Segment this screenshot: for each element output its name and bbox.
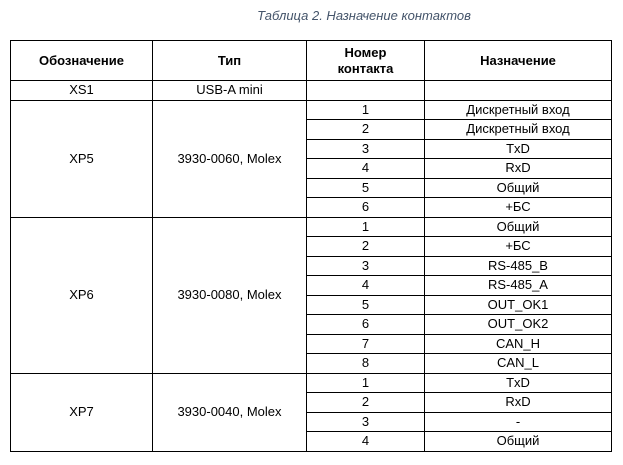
type-cell: 3930-0080, Molex <box>153 217 307 373</box>
header-contact-number-line2: контакта <box>337 60 394 76</box>
purpose-cell: - <box>425 412 612 432</box>
table-caption: Таблица 2. Назначение контактов <box>257 8 471 23</box>
contacts-table <box>10 40 612 452</box>
designation-cell: XP7 <box>11 373 153 451</box>
contact-number-cell: 8 <box>307 354 425 374</box>
contact-number-cell: 7 <box>307 334 425 354</box>
contact-number-cell: 2 <box>307 237 425 257</box>
header-designation: Обозначение <box>11 41 153 81</box>
contact-number-cell: 1 <box>307 373 425 393</box>
header-contact-number <box>307 41 425 81</box>
type-cell: 3930-0040, Molex <box>153 373 307 451</box>
type-cell: 3930-0060, Molex <box>153 100 307 217</box>
contact-number-cell: 4 <box>307 432 425 452</box>
contact-number-cell: 6 <box>307 315 425 335</box>
purpose-cell: Дискретный вход <box>425 120 612 140</box>
contact-number-cell: 3 <box>307 256 425 276</box>
purpose-cell: OUT_OK2 <box>425 315 612 335</box>
table-row <box>11 217 612 237</box>
designation-cell: XP5 <box>11 100 153 217</box>
contact-number-cell: 4 <box>307 276 425 296</box>
purpose-cell: CAN_H <box>425 334 612 354</box>
contact-number-cell: 2 <box>307 120 425 140</box>
contact-number-cell: 5 <box>307 178 425 198</box>
purpose-cell: RS-485_A <box>425 276 612 296</box>
table-row <box>11 100 612 120</box>
purpose-cell: Дискретный вход <box>425 100 612 120</box>
header-purpose: Назначение <box>425 41 612 81</box>
contact-number-cell: 4 <box>307 159 425 179</box>
purpose-cell: TxD <box>425 139 612 159</box>
purpose-cell: Общий <box>425 178 612 198</box>
purpose-cell: RxD <box>425 159 612 179</box>
purpose-cell: TxD <box>425 373 612 393</box>
contact-number-cell: 6 <box>307 198 425 218</box>
purpose-cell: OUT_OK1 <box>425 295 612 315</box>
contact-number-cell: 1 <box>307 100 425 120</box>
contact-number-cell: 5 <box>307 295 425 315</box>
contact-number-cell: 2 <box>307 393 425 413</box>
purpose-cell: Общий <box>425 432 612 452</box>
purpose-cell: CAN_L <box>425 354 612 374</box>
contact-number-cell: 1 <box>307 217 425 237</box>
purpose-cell: RS-485_B <box>425 256 612 276</box>
designation-cell: XP6 <box>11 217 153 373</box>
header-type: Тип <box>153 41 307 81</box>
purpose-cell: +БС <box>425 237 612 257</box>
table-header-row <box>11 41 612 81</box>
type-cell: USB-A mini <box>153 81 307 101</box>
purpose-cell <box>425 81 612 101</box>
contact-number-cell <box>307 81 425 101</box>
designation-cell: XS1 <box>11 81 153 101</box>
table-row <box>11 373 612 393</box>
purpose-cell: +БС <box>425 198 612 218</box>
table-row <box>11 81 612 101</box>
purpose-cell: Общий <box>425 217 612 237</box>
purpose-cell: RxD <box>425 393 612 413</box>
contact-number-cell: 3 <box>307 139 425 159</box>
contact-number-cell: 3 <box>307 412 425 432</box>
header-contact-number-line1: Номер <box>344 44 387 60</box>
